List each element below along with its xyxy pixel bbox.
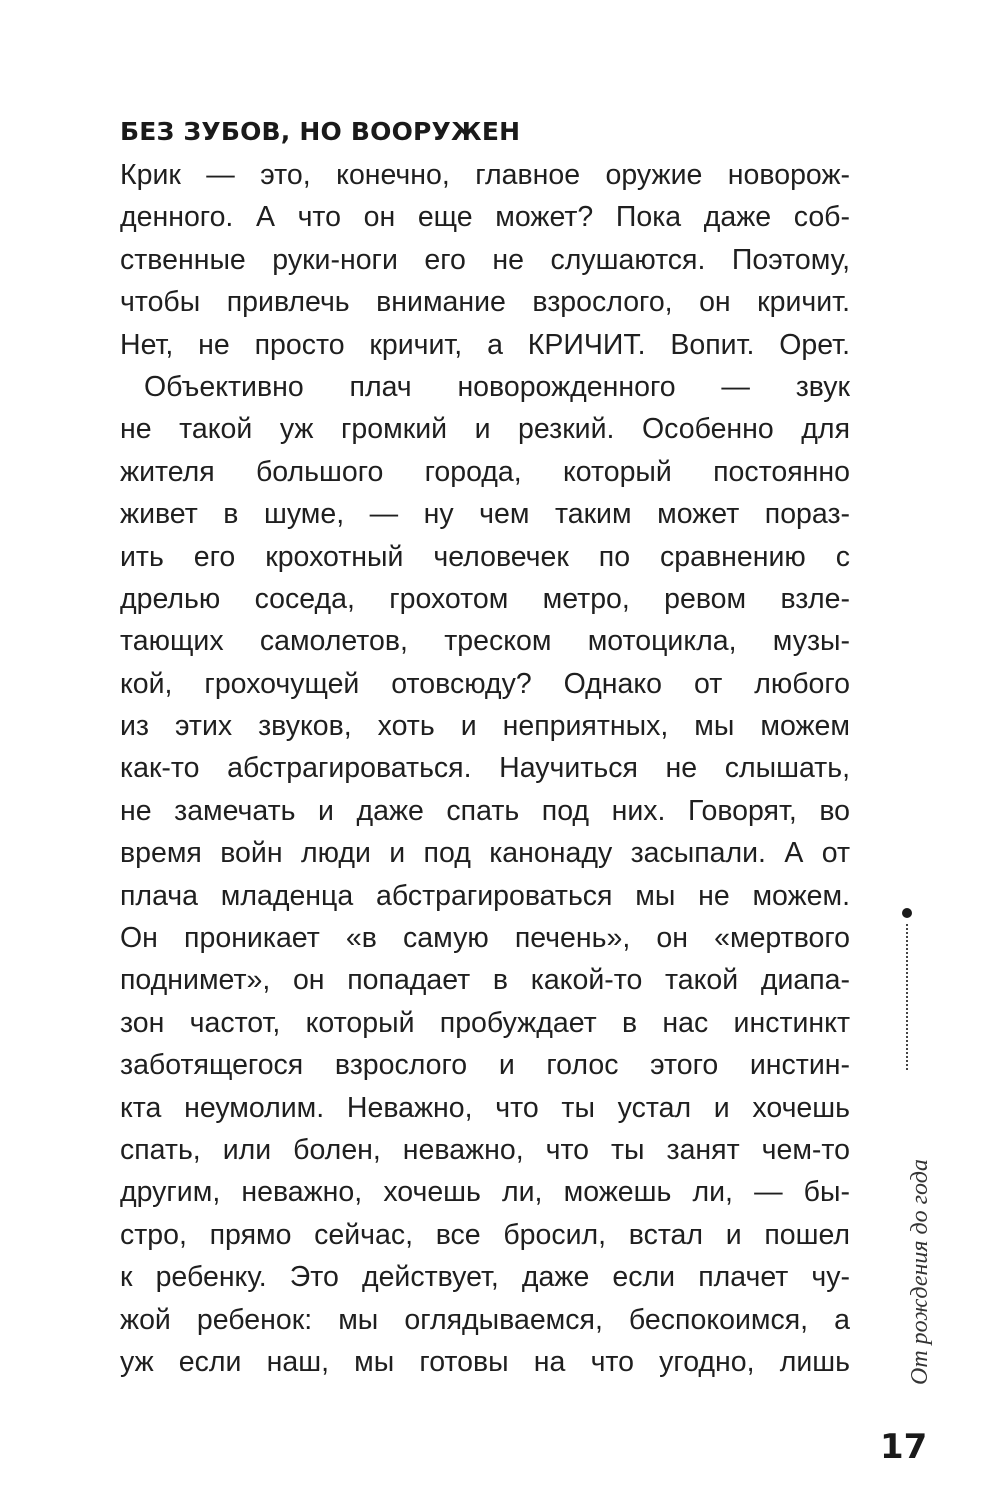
text-line: заботящегося взрослого и голос этого инстин- <box>120 1049 850 1082</box>
text-line: кта неумолим. Неважно, что ты устал и хочешь <box>120 1091 850 1124</box>
text-line: поднимет», он попадает в какой-то такой диапа- <box>120 964 850 997</box>
text-line: денного. А что он еще может? Пока даже соб- <box>120 201 850 234</box>
section-heading: БЕЗ ЗУБОВ, НО ВООРУЖЕН <box>120 117 521 146</box>
text-line: кой, грохочущей отовсюду? Однако от любого <box>120 667 850 700</box>
text-line: стро, прямо сейчас, все бросил, встал и пошел <box>120 1218 850 1251</box>
text-line: зон частот, который пробуждает в нас инстинкт <box>120 1006 850 1039</box>
text-line: время войн люди и под канонаду засыпали. А от <box>120 837 850 870</box>
text-line: из этих звуков, хоть и неприятных, мы можем <box>120 710 850 743</box>
dotted-leader <box>906 924 908 1070</box>
text-line: Он проникает «в самую печень», он «мертвого <box>120 922 850 955</box>
page-number: 17 <box>880 1427 928 1467</box>
text-line: Нет, не просто кричит, а КРИЧИТ. Вопит. Орет. <box>120 328 850 361</box>
text-line: не замечать и даже спать под них. Говорят, во <box>120 794 850 827</box>
text-line: жителя большого города, который постоянно <box>120 455 850 488</box>
body-text <box>120 154 850 1383</box>
text-line: жой ребенок: мы оглядываемся, беспокоимся, а <box>120 1303 850 1336</box>
running-section-title: От рождения до года <box>907 1159 933 1385</box>
text-line: не такой уж громкий и резкий. Особенно для <box>120 413 850 446</box>
text-line: тающих самолетов, треском мотоцикла, музы- <box>120 625 850 658</box>
text-line: ственные руки-ноги его не слушаются. Поэтому, <box>120 243 850 276</box>
text-line: другим, неважно, хочешь ли, можешь ли, — бы- <box>120 1176 850 1209</box>
text-line: живет в шуме, — ну чем таким может пораз- <box>120 498 850 531</box>
text-line: ить его крохотный человечек по сравнению с <box>120 540 850 573</box>
text-line: Крик — это, конечно, главное оружие новорож- <box>120 159 850 191</box>
text-line: Объективно плач новорожденного — звук <box>144 370 850 403</box>
text-line: уж если наш, мы готовы на что угодно, лишь <box>120 1345 850 1378</box>
text-line: как-то абстрагироваться. Научиться не слышать, <box>120 752 850 785</box>
text-line: спать, или болен, неважно, что ты занят чем-то <box>120 1133 850 1166</box>
text-line: чтобы привлечь внимание взрослого, он кричит. <box>120 286 850 319</box>
text-line: плача младенца абстрагироваться мы не можем. <box>120 879 850 912</box>
text-line: дрелью соседа, грохотом метро, ревом взле- <box>120 582 850 615</box>
text-line: к ребенку. Это действует, даже если плачет чу- <box>120 1261 850 1294</box>
bullet-dot-icon <box>902 908 912 918</box>
